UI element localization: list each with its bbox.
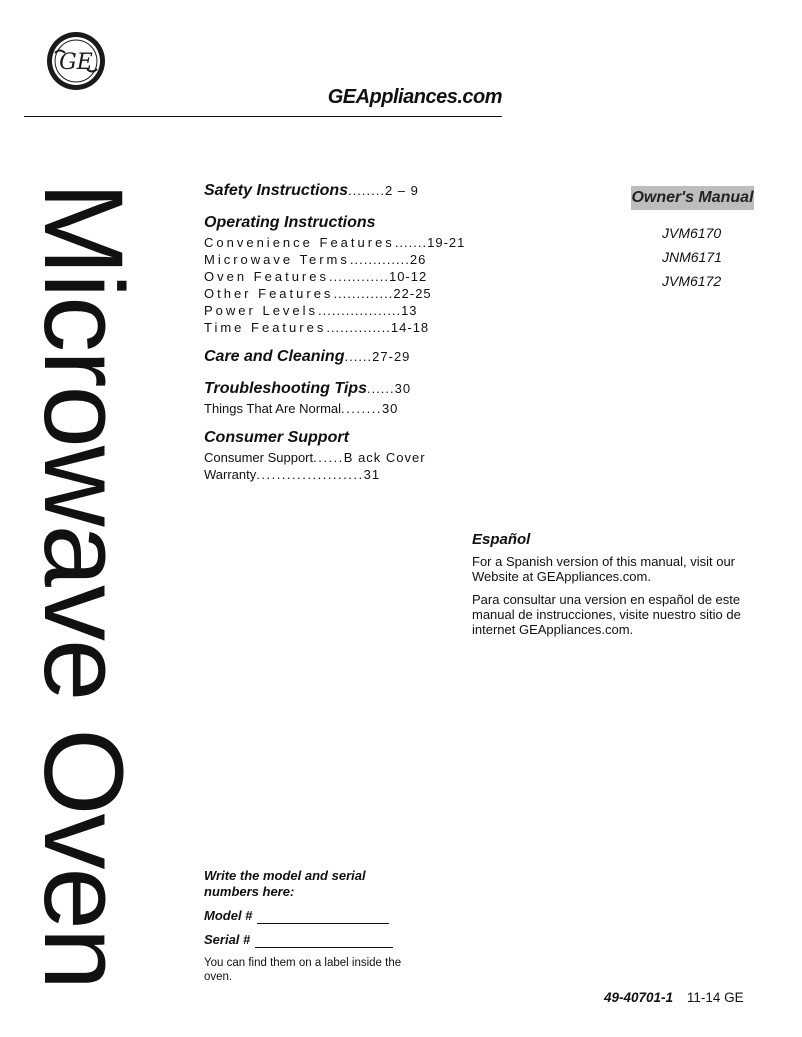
toc-item <box>204 319 534 336</box>
toc-item-leader: ............. <box>349 252 410 267</box>
toc-item-leader: .............. <box>326 320 391 335</box>
toc-item <box>204 302 534 319</box>
spanish-english-note: For a Spanish version of this manual, visit our Website at GEAppliances.com. <box>472 554 736 584</box>
header-divider <box>24 116 502 117</box>
model-number: JVM6172 <box>662 273 722 289</box>
toc-page-range: 27-29 <box>372 349 411 364</box>
toc-leader: ...... <box>366 381 395 396</box>
toc-item-label: Microwave Terms <box>204 252 350 267</box>
label-location-note: You can find them on a label inside the oven. <box>204 957 402 983</box>
spanish-heading: Español <box>472 531 531 548</box>
model-serial-record <box>204 868 424 984</box>
website-url: GEAppliances.com <box>327 86 502 108</box>
toc-item <box>204 466 534 483</box>
toc-heading-row <box>204 378 534 400</box>
toc-item-label: Time Features <box>204 320 327 335</box>
toc-leader: ........ <box>348 183 385 198</box>
owners-manual-badge: Owner's Manual <box>631 186 754 210</box>
toc-heading: Troubleshooting Tips <box>204 380 367 397</box>
ge-logo-text: GE <box>59 50 93 75</box>
toc-item-pages: 13 <box>401 303 418 318</box>
model-number: JNM6171 <box>662 249 722 265</box>
toc-item-pages: 26 <box>409 252 427 267</box>
toc-page-range: 30 <box>394 381 412 396</box>
toc-item-label: Warranty <box>204 467 257 482</box>
toc-item <box>204 285 534 302</box>
toc-heading-row <box>204 346 534 368</box>
table-of-contents <box>204 180 534 493</box>
toc-item-label: Other Features <box>204 286 334 301</box>
toc-item-pages: 19-21 <box>427 235 466 250</box>
toc-item-label: Consumer Support <box>204 450 314 465</box>
model-list <box>662 221 722 293</box>
toc-heading: Safety Instructions <box>204 182 349 199</box>
toc-section <box>204 378 534 417</box>
toc-item <box>204 251 534 268</box>
page-title-vertical: Microwave Oven <box>21 182 146 989</box>
toc-section <box>204 180 534 202</box>
toc-item <box>204 449 534 466</box>
toc-section <box>204 346 534 368</box>
toc-heading-row <box>204 180 534 202</box>
toc-heading: Operating Instructions <box>204 214 376 231</box>
document-date: 11-14 GE <box>686 990 744 1005</box>
toc-item-pages: 22-25 <box>393 286 432 301</box>
toc-item-label: Oven Features <box>204 269 329 284</box>
model-field-line <box>257 911 389 924</box>
toc-item-leader: ............. <box>329 269 389 284</box>
toc-item-pages: B ack Cover <box>343 450 426 465</box>
toc-item <box>204 400 534 417</box>
toc-item-label: Power Levels <box>204 303 319 318</box>
serial-field-label: Serial # <box>204 932 251 947</box>
toc-item-pages: 14-18 <box>390 320 430 335</box>
toc-item-pages: 10-12 <box>388 269 428 284</box>
toc-item-leader: ........ <box>341 401 382 416</box>
toc-item-leader: ..................... <box>256 467 364 482</box>
toc-section <box>204 212 534 336</box>
spanish-note: Para consultar una version en español de este manual de instrucciones, visite nuestro sitio de internet GEAppliances.com. <box>472 592 741 637</box>
toc-item <box>204 268 534 285</box>
record-heading: Write the model and serial numbers here: <box>204 868 366 899</box>
serial-field-line <box>255 935 393 948</box>
toc-item-pages: 31 <box>363 467 381 482</box>
toc-heading-row <box>204 212 534 234</box>
toc-item <box>204 234 534 251</box>
toc-heading: Care and Cleaning <box>204 348 345 365</box>
toc-item-leader: ............. <box>333 286 394 301</box>
toc-item-leader: ....... <box>394 235 428 250</box>
toc-item-leader: ...... <box>313 450 344 465</box>
toc-leader: ...... <box>344 349 373 364</box>
ge-logo <box>46 31 106 91</box>
toc-item-pages: 30 <box>381 401 399 416</box>
toc-heading: Consumer Support <box>204 429 349 446</box>
toc-item-leader: .................. <box>318 303 402 318</box>
toc-item-label: Convenience Features <box>204 235 395 250</box>
model-number-field <box>204 908 424 924</box>
model-field-label: Model # <box>204 908 253 923</box>
toc-page-range: 2 – 9 <box>384 183 419 198</box>
model-number: JVM6170 <box>662 225 722 241</box>
spanish-section <box>472 531 772 645</box>
serial-number-field <box>204 932 424 948</box>
toc-item-label: Things That Are Normal <box>204 401 342 416</box>
document-id: 49-40701-1 <box>604 990 674 1005</box>
toc-heading-row <box>204 427 534 449</box>
toc-section <box>204 427 534 483</box>
ge-logo-mark <box>46 31 106 91</box>
footer <box>604 990 744 1005</box>
